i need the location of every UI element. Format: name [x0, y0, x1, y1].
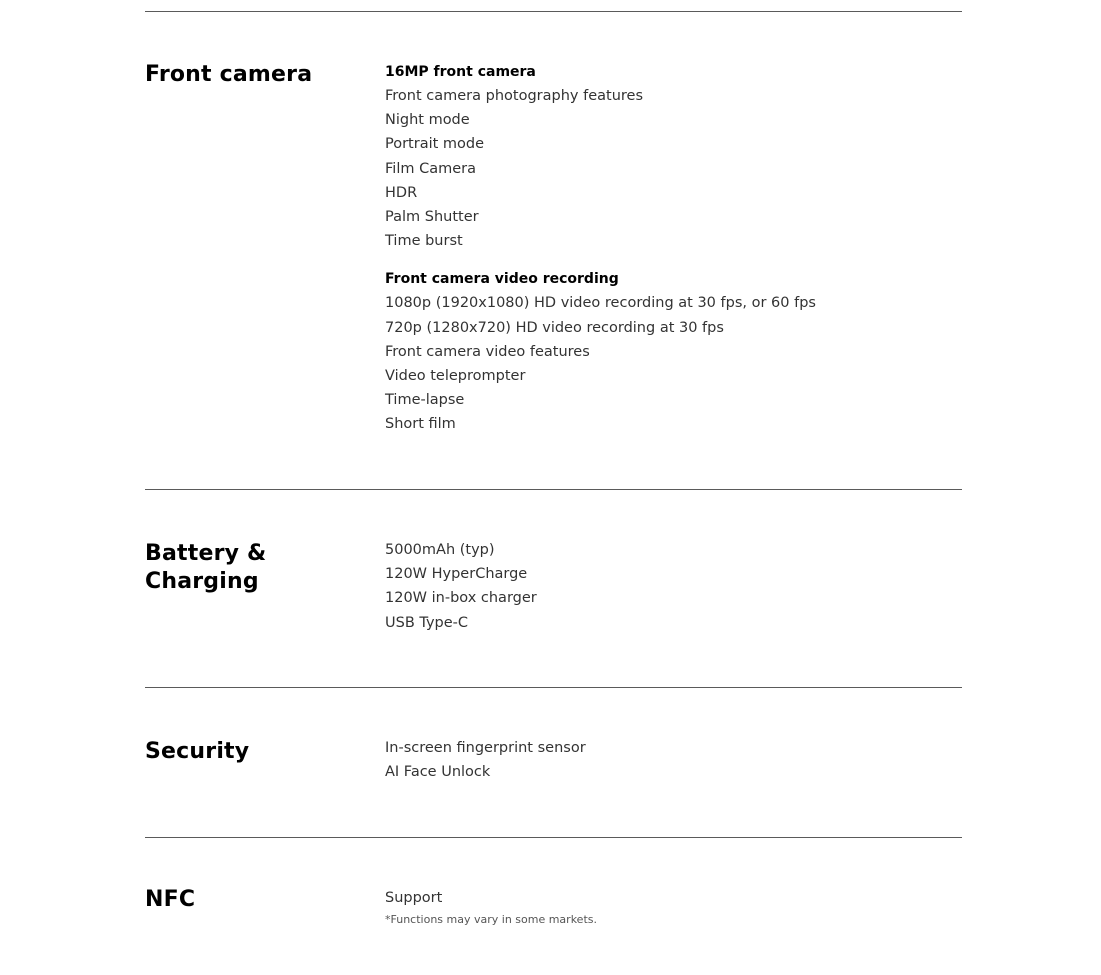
spec-item: 120W in-box charger [385, 590, 537, 607]
spec-item: In-screen fingerprint sensor [385, 740, 586, 756]
spec-item: Time-lapse [385, 392, 465, 409]
spec-item: Support [385, 890, 443, 906]
spec-group [385, 538, 945, 635]
spec-group [385, 886, 945, 930]
spec-item: Front camera photography features [385, 88, 644, 104]
spec-item: Front camera video features [385, 343, 590, 360]
divider [145, 11, 962, 12]
section-title: Front camera [145, 62, 313, 87]
spec-item: 1080p (1920x1080) HD video recording at 30 fps, or 60 fps [385, 295, 816, 312]
spec-item: 5000mAh (typ) [385, 542, 495, 558]
spec-item: Time burst [385, 233, 463, 250]
spec-item: Short film [385, 416, 456, 433]
divider [145, 687, 962, 688]
spec-item: Video teleprompter [385, 368, 526, 385]
section-title: Security [145, 739, 250, 764]
spec-item: Night mode [385, 112, 470, 129]
spec-item: USB Type-C [385, 614, 469, 631]
spec-list [385, 60, 945, 437]
section-title: NFC [145, 887, 196, 912]
footnote: *Functions may vary in some markets. [385, 913, 597, 927]
spec-item: Palm Shutter [385, 209, 479, 226]
spec-item: HDR [385, 184, 418, 201]
spec-group [385, 736, 945, 784]
spec-group-heading: Front camera video recording [385, 271, 619, 288]
spec-list [385, 886, 945, 930]
spec-item: Portrait mode [385, 136, 485, 153]
spec-group-heading: 16MP front camera [385, 64, 536, 80]
section-title: Battery & Charging [145, 541, 267, 594]
spec-item: AI Face Unlock [385, 764, 491, 781]
divider [145, 489, 962, 490]
spec-item: 120W HyperCharge [385, 566, 528, 583]
spec-group-photo [385, 60, 945, 253]
divider [145, 837, 962, 838]
spec-group-video [385, 267, 945, 436]
spec-item: Film Camera [385, 160, 476, 177]
spec-item: 720p (1280x720) HD video recording at 30 fps [385, 319, 724, 336]
spec-list [385, 736, 945, 784]
spec-list [385, 538, 945, 635]
